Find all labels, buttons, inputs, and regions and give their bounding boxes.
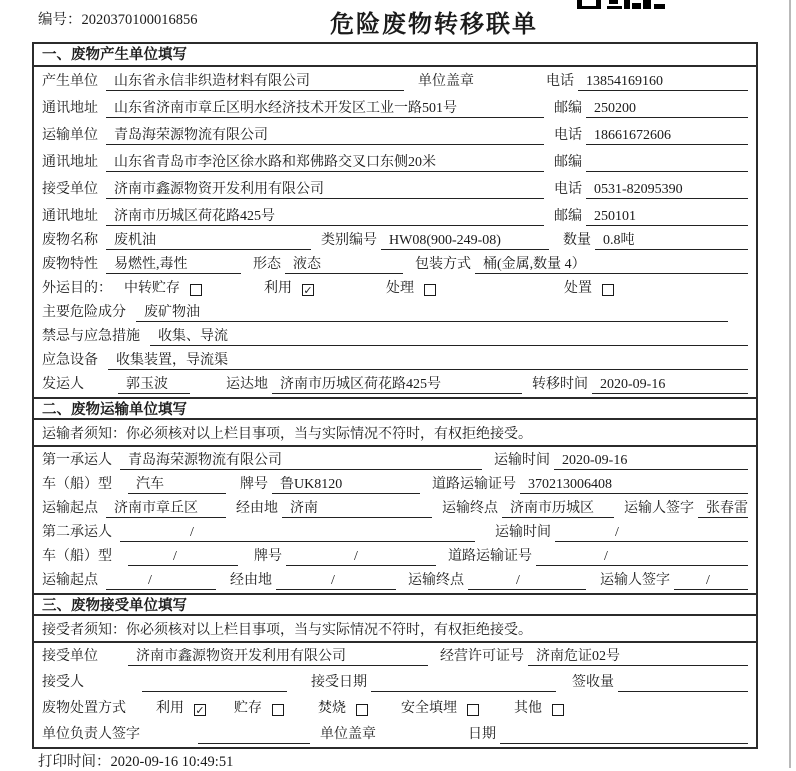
emergency-equipment-value: 收集装置，导流渠	[108, 352, 748, 370]
hazard-component-value: 废矿物油	[136, 304, 728, 322]
transporter-phone-label: 电话	[554, 128, 582, 143]
transfer-purpose-row	[34, 277, 756, 301]
disposal-method-row	[34, 695, 756, 721]
receiver-unit-value: 济南市鑫源物资开发利用有限公司	[106, 181, 544, 199]
receiver-address-row	[34, 202, 756, 229]
disposal-option-storage	[234, 700, 284, 718]
transfer-date-label: 转移时间	[532, 377, 588, 392]
producer-zip-label: 邮编	[554, 101, 582, 116]
section1-header: 一、废物产生单位填写	[34, 44, 756, 67]
contraindication-row	[34, 325, 756, 349]
consignor-row	[34, 373, 756, 397]
receiver-address-value: 济南市历城区荷花路425号	[106, 208, 544, 226]
producer-unit-row	[34, 67, 756, 94]
date-label: 日期	[468, 727, 496, 742]
terminus-label: 运输终点	[442, 501, 498, 516]
purpose-option-utilize	[264, 280, 314, 298]
origin-label: 运输起点	[42, 501, 98, 516]
carrier-sign2-value: /	[674, 572, 748, 590]
checkbox-unchecked	[190, 284, 202, 296]
transfer-purpose-label: 外运目的：	[42, 281, 112, 296]
transport-time-label: 运输时间	[494, 453, 550, 468]
accept-person-row	[34, 669, 756, 695]
checkbox-unchecked	[552, 704, 564, 716]
responsible-sign-label: 单位负责人签字	[42, 727, 140, 742]
origin2-value: /	[106, 572, 216, 590]
destination-value: 济南市历城区荷花路425号	[272, 376, 522, 394]
transport-time2-value: /	[555, 524, 748, 542]
option-label: 中转贮存	[124, 281, 180, 296]
via2-label: 经由地	[230, 573, 272, 588]
transport-time-value: 2020-09-16	[554, 452, 748, 470]
vehicle-type-value: 汽车	[128, 476, 226, 494]
hazard-component-label: 主要危险成分	[42, 305, 126, 320]
page-title: 危险废物转移联单	[330, 11, 538, 38]
accept-unit-row	[34, 643, 756, 669]
receiver-zip-value: 250101	[586, 208, 748, 226]
via2-value: /	[276, 572, 396, 590]
transporter-notice: 运输者须知：你必须核对以上栏目事项，当与实际情况不符时，有权拒绝接受。	[34, 420, 756, 447]
transporter-unit-value: 青岛海荣源物流有限公司	[106, 127, 544, 145]
transporter-address-label: 通讯地址	[42, 155, 98, 170]
carrier-sign2-label: 运输人签字	[600, 573, 670, 588]
license-number-value: 济南危证02号	[528, 648, 748, 666]
producer-phone-label: 电话	[546, 74, 574, 89]
qr-code-fragment	[577, 0, 667, 10]
road-permit2-label: 道路运输证号	[448, 549, 532, 564]
serial-label: 编号：	[38, 12, 82, 28]
option-label: 焚烧	[318, 701, 346, 716]
via-label: 经由地	[236, 501, 278, 516]
checkbox-unchecked	[467, 704, 479, 716]
checkbox-checked: ✓	[303, 283, 313, 297]
date-value	[500, 726, 748, 744]
second-carrier-value: /	[120, 524, 475, 542]
first-carrier-value: 青岛海荣源物流有限公司	[120, 452, 482, 470]
vehicle-type2-row	[34, 545, 756, 569]
print-time-label: 打印时间：	[38, 754, 111, 770]
waste-name-value: 废机油	[106, 232, 311, 250]
terminus-value: 济南市历城区	[502, 500, 614, 518]
form-state-value: 液态	[285, 256, 403, 274]
category-code-label: 类别编号	[321, 233, 377, 248]
scan-edge-line	[789, 0, 791, 768]
responsible-sign-row	[34, 721, 756, 747]
accept-unit-label: 接受单位	[42, 649, 98, 664]
received-amount-value	[618, 674, 748, 692]
form-state-label: 形态	[253, 257, 281, 272]
receiver-zip-label: 邮编	[554, 209, 582, 224]
print-time-value: 2020-09-16 10:49:51	[110, 754, 234, 770]
terminus2-label: 运输终点	[408, 573, 464, 588]
producer-unit-value: 山东省永信非织造材料有限公司	[106, 73, 404, 91]
first-carrier-row	[34, 447, 756, 473]
disposal-option-landfill	[401, 700, 479, 718]
waste-name-row	[34, 229, 756, 253]
option-label: 其他	[514, 701, 542, 716]
emergency-equipment-label: 应急设备	[42, 353, 98, 368]
disposal-option-utilize	[156, 700, 206, 718]
receiver-unit-label: 接受单位	[42, 182, 98, 197]
transporter-unit-label: 运输单位	[42, 128, 98, 143]
carrier-sign-label: 运输人签字	[624, 501, 694, 516]
purpose-option-transfer-storage	[124, 280, 202, 298]
waste-property-label: 废物特性	[42, 257, 98, 272]
serial-number	[38, 8, 198, 29]
transport-time2-label: 运输时间	[495, 525, 551, 540]
transfer-form-table	[32, 42, 758, 749]
carrier-sign-value: 张春雷	[698, 500, 748, 518]
vehicle-type-row	[34, 473, 756, 497]
license-number-label: 经营许可证号	[440, 649, 524, 664]
contraindication-label: 禁忌与应急措施	[42, 329, 140, 344]
accept-unit-value: 济南市鑫源物资开发利用有限公司	[128, 648, 428, 666]
transfer-date-value: 2020-09-16	[592, 376, 748, 394]
checkbox-unchecked	[424, 284, 436, 296]
consignor-label: 发运人	[42, 377, 84, 392]
option-label: 利用	[156, 701, 184, 716]
packaging-value: 桶(金属,数量 4）	[475, 256, 748, 274]
producer-unit-label: 产生单位	[42, 74, 98, 89]
terminus2-value: /	[468, 572, 586, 590]
responsible-sign-value	[198, 726, 310, 744]
origin-value: 济南市章丘区	[106, 500, 226, 518]
first-carrier-label: 第一承运人	[42, 453, 112, 468]
receiver-phone-label: 电话	[554, 182, 582, 197]
checkbox-unchecked	[356, 704, 368, 716]
vehicle-type-label: 车（船）型	[42, 477, 112, 492]
road-permit2-value: /	[536, 548, 748, 566]
producer-zip-value: 250200	[586, 100, 748, 118]
transporter-address-value: 山东省青岛市李沧区徐水路和郑佛路交叉口东侧20米	[106, 154, 544, 172]
section2-header: 二、废物运输单位填写	[34, 397, 756, 420]
emergency-equipment-row	[34, 349, 756, 373]
transporter-zip-value	[586, 154, 748, 172]
route2-row	[34, 569, 756, 593]
option-label: 贮存	[234, 701, 262, 716]
receiver-phone-value: 0531-82095390	[586, 181, 748, 199]
plate-number-value: 鲁UK8120	[272, 476, 420, 494]
category-code-value: HW08(900-249-08)	[381, 232, 549, 250]
contraindication-value: 收集、导流	[150, 328, 748, 346]
accept-date-value	[371, 674, 556, 692]
quantity-value: 0.8吨	[595, 232, 748, 250]
transporter-phone-value: 18661672606	[586, 127, 748, 145]
disposal-option-incinerate	[318, 700, 368, 718]
waste-property-row	[34, 253, 756, 277]
origin2-label: 运输起点	[42, 573, 98, 588]
received-amount-label: 签收量	[572, 675, 614, 690]
vehicle-type2-label: 车（船）型	[42, 549, 112, 564]
producer-phone-value: 13854169160	[578, 73, 748, 91]
unit-seal-label: 单位盖章	[418, 74, 474, 89]
unit-seal2-label: 单位盖章	[320, 727, 376, 742]
producer-address-label: 通讯地址	[42, 101, 98, 116]
accept-person-label: 接受人	[42, 675, 84, 690]
vehicle-type2-value: /	[128, 548, 238, 566]
route-row	[34, 497, 756, 521]
road-permit-label: 道路运输证号	[432, 477, 516, 492]
plate-number2-value: /	[286, 548, 436, 566]
transporter-zip-label: 邮编	[554, 155, 582, 170]
quantity-label: 数量	[563, 233, 591, 248]
plate-number-label: 牌号	[240, 477, 268, 492]
option-label: 处置	[564, 281, 592, 296]
checkbox-checked: ✓	[195, 703, 205, 717]
consignor-value: 郭玉波	[118, 376, 190, 394]
waste-property-value: 易燃性,毒性	[106, 256, 241, 274]
receiver-address-label: 通讯地址	[42, 209, 98, 224]
purpose-option-dispose	[564, 280, 614, 298]
producer-address-value: 山东省济南市章丘区明水经济技术开发区工业一路501号	[106, 100, 544, 118]
disposal-method-label: 废物处置方式	[42, 701, 126, 716]
hazard-component-row	[34, 301, 756, 325]
transporter-address-row	[34, 148, 756, 175]
producer-address-row	[34, 94, 756, 121]
section3-header: 三、废物接受单位填写	[34, 593, 756, 616]
option-label: 安全填埋	[401, 701, 457, 716]
option-label: 处理	[386, 281, 414, 296]
checkbox-unchecked	[272, 704, 284, 716]
receiver-unit-row	[34, 175, 756, 202]
destination-label: 运达地	[226, 377, 268, 392]
second-carrier-label: 第二承运人	[42, 525, 112, 540]
receiver-notice: 接受者须知：你必须核对以上栏目事项，当与实际情况不符时，有权拒绝接受。	[34, 616, 756, 643]
disposal-option-other	[514, 700, 564, 718]
second-carrier-row	[34, 521, 756, 545]
purpose-option-treat	[386, 280, 436, 298]
accept-person-value	[142, 674, 287, 692]
checkbox-unchecked	[602, 284, 614, 296]
serial-value: 2020370100016856	[81, 12, 198, 28]
packaging-label: 包装方式	[415, 257, 471, 272]
option-label: 利用	[264, 281, 292, 296]
waste-name-label: 废物名称	[42, 233, 98, 248]
via-value: 济南	[282, 500, 432, 518]
road-permit-value: 370213006408	[520, 476, 748, 494]
transporter-unit-row	[34, 121, 756, 148]
plate-number2-label: 牌号	[254, 549, 282, 564]
accept-date-label: 接受日期	[311, 675, 367, 690]
